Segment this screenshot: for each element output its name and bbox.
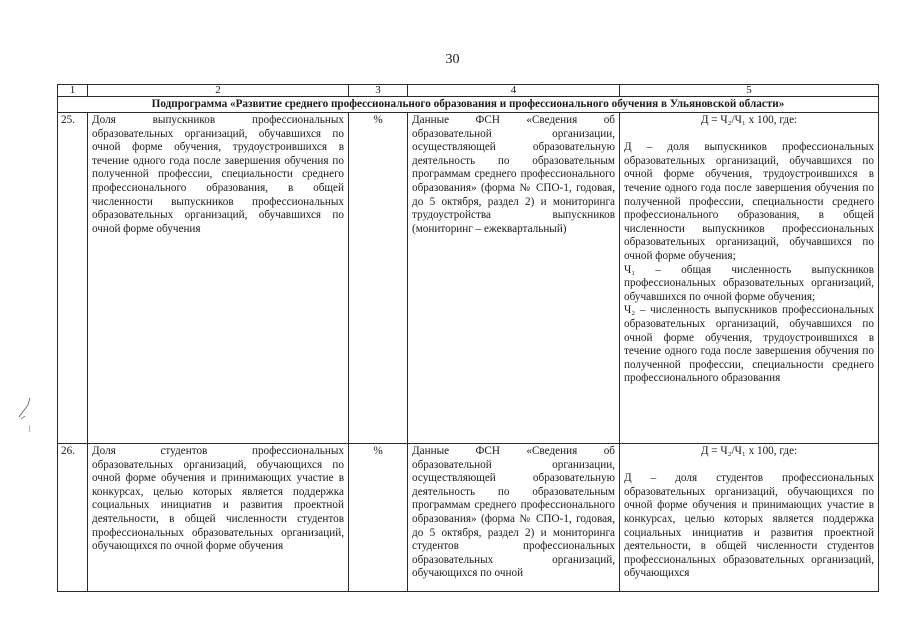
- formula-definition: Д – доля студентов профессиональных образовательных организаций, обучающихся по очной форме обучения и принимающих участие в конкурсах, целью которых является поддержка социальных инициатив и развития проектной деятельности, в общей численности студентов профессиональных образовательных организаций, обучающихся: [624, 472, 874, 580]
- indicators-table: [57, 84, 879, 592]
- formula: Д = Ч₂/Ч₁ х 100, где:: [700, 114, 798, 126]
- formula-definition: Ч₂ – численность выпускников профессиональных образовательных организаций, обучавшихся по очной форме обучения, трудоустроившихся в течение одного года после завершения обучения по полученной профессии, специальности среднего профессионального образования: [624, 304, 874, 385]
- column-number: 2: [88, 85, 349, 97]
- subprogram-header-row: [58, 97, 879, 113]
- spacer: [624, 459, 874, 473]
- formula: Д = Ч₂/Ч₁ х 100, где:: [700, 445, 798, 457]
- table-row: [58, 113, 879, 444]
- calculation-method: [620, 113, 879, 444]
- data-source: Данные ФСН «Сведения об образовательной организации, осуществляющей образовательную деятельность по образовательным программам среднего профессионального образования» (форма № СПО-1, годовая, до 5 октября, раздел 2) и мониторинга студентов профессиональных образовательных организаций, обучающихся по очной: [408, 444, 620, 592]
- unit-of-measure: %: [349, 444, 408, 592]
- formula-definition: Д – доля выпускников профессиональных образовательных организаций, обучавшихся по очной форме обучения, трудоустроившихся в течение одного года после завершения обучения по полученной профессии, специальности среднего профессионального образования, в общей численности выпускников профессиональных образовательных организаций, обучавшихся по очной форме обучения;: [624, 141, 874, 262]
- column-number: 1: [58, 85, 88, 97]
- column-number: 3: [349, 85, 408, 97]
- page-number: 30: [445, 52, 460, 67]
- formula-definition: Ч₁ – общая численность выпускников профессиональных образовательных организаций, обучавшихся по очной форме обучения;: [624, 263, 874, 303]
- unit-of-measure: %: [349, 113, 408, 444]
- column-number: 4: [408, 85, 620, 97]
- spacer: [624, 128, 874, 142]
- row-number: 26.: [58, 444, 88, 592]
- subprogram-title: Подпрограмма «Развитие среднего профессионального образования и профессионального обучения в Ульяновской области»: [58, 97, 879, 113]
- indicator-name: Доля студентов профессиональных образовательных организаций, обучающихся по очной форме обучения и принимающих участие в конкурсах, целью которых является поддержка социальных инициатив и развития проектной деятельности, в общей численности студентов профессиональных образовательных организаций, обучающихся по очной форме обучения: [88, 444, 349, 592]
- column-number-row: [58, 85, 879, 97]
- calculation-method: [620, 444, 879, 592]
- indicator-name: Доля выпускников профессиональных образовательных организаций, обучавшихся по очной форме обучения, трудоустроившихся в течение одного года после завершения обучения по полученной профессии, специальности среднего профессионального образования, в общей численности выпускников профессиональных образовательных организаций, обучавшихся по очной форме обучения: [88, 113, 349, 444]
- row-number: 25.: [58, 113, 88, 444]
- table-row: [58, 444, 879, 592]
- data-source: Данные ФСН «Сведения об образовательной организации, осуществляющей образовательную деятельность по образовательным программам среднего профессионального образования» (форма № СПО-1, годовая, до 5 октября, раздел 2) и мониторинга трудоустройства выпускников (мониторинг – ежеквартальный): [408, 113, 620, 444]
- column-number: 5: [620, 85, 879, 97]
- margin-pen-marks: [16, 395, 38, 435]
